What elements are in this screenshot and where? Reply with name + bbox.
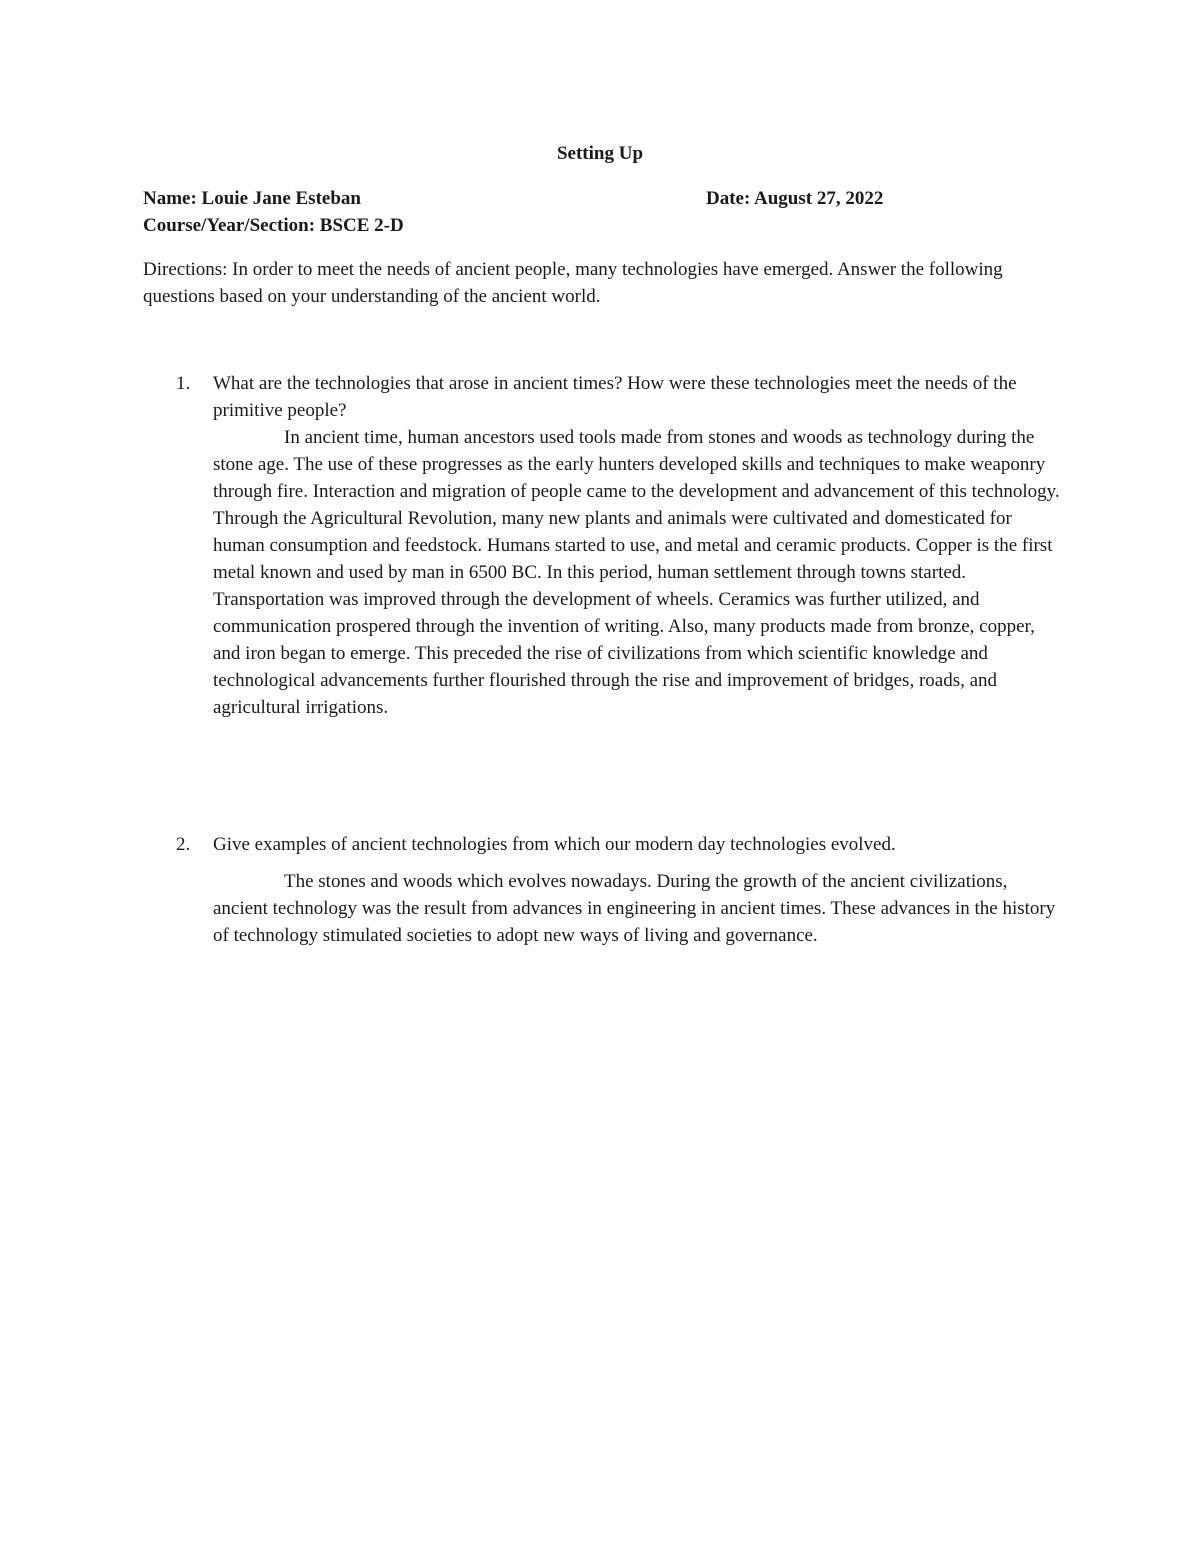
directions-paragraph: Directions: In order to meet the needs of ancient people, many technologies have emerged. Answer the following questions based on your understanding of the ancient world. (143, 259, 1003, 307)
question-body (213, 370, 1063, 721)
student-name: Name: Louie Jane Esteban (143, 188, 361, 209)
question-body (213, 831, 1063, 949)
question-item (143, 831, 1063, 949)
course-year-section: Course/Year/Section: BSCE 2-D (143, 215, 404, 236)
submission-date: Date: August 27, 2022 (706, 188, 884, 209)
document-title: Setting Up (556, 143, 644, 164)
question-item (143, 370, 1063, 721)
answer-text: The stones and woods which evolves nowadays. During the growth of the ancient civilizations, ancient technology was the result from advances in engineering in ancient times. These advances in the history of technology stimulated societies to adopt new ways of living and governance. (213, 871, 1056, 946)
answer-text: In ancient time, human ancestors used tools made from stones and woods as technology during the stone age. The use of these progresses as the early hunters developed skills and techniques to make weaponry through fire. Interaction and migration of people came to the development and advancement of this technology. Through the Agricultural Revolution, many new plants and animals were cultivated and domesticated for human consumption and feedstock. Humans started to use, and metal and ceramic products. Copper is the first metal known and used by man in 6500 BC. In this period, human settlement through towns started. Transportation was improved through the development of wheels. Ceramics was further utilized, and communication prospered through the invention of writing. Also, many products made from bronze, copper, and iron began to emerge. This preceded the rise of civilizations from which scientific knowledge and technological advancements further flourished through the rise and improvement of bridges, roads, and agricultural irrigations. (213, 427, 1060, 718)
question-number: 2. (176, 834, 191, 855)
question-number: 1. (176, 373, 191, 394)
question-text: What are the technologies that arose in ancient times? How were these technologies meet the needs of the primitive people? (213, 373, 1017, 421)
question-text: Give examples of ancient technologies from which our modern day technologies evolved. (213, 834, 896, 855)
